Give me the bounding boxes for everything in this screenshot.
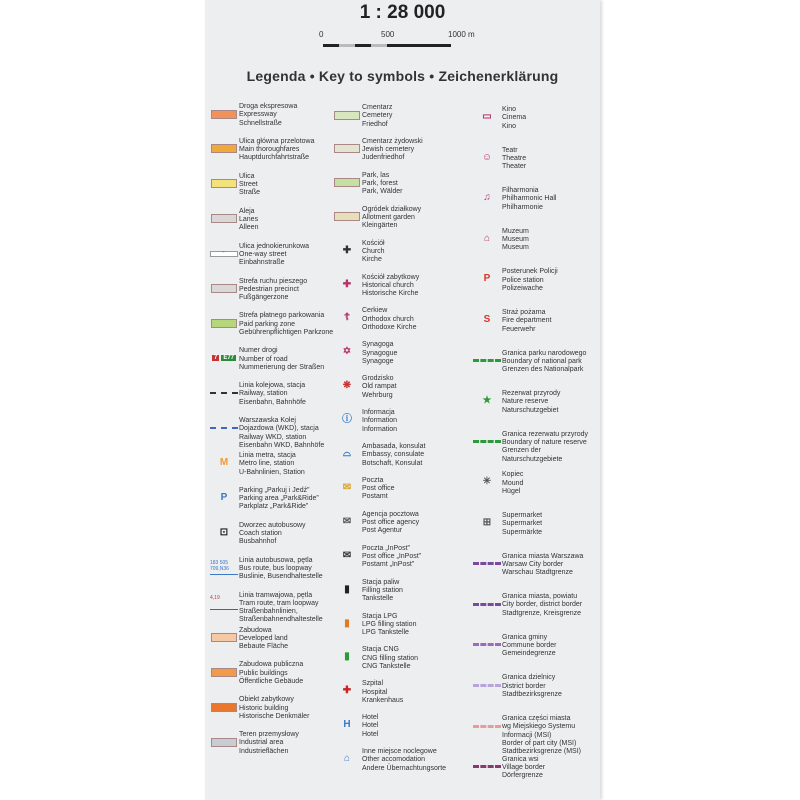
legend-item-line: Developed land <box>239 634 288 642</box>
legend-item-line: Friedhof <box>362 120 388 128</box>
district-border-symbol <box>472 674 502 696</box>
mound-icon: ✳ <box>482 476 492 488</box>
legend-item-line: Boundary of national park <box>502 357 582 365</box>
legend-item-line: Warschau Stadtgrenze <box>502 569 573 577</box>
legend-item-text <box>362 409 397 434</box>
legend-item-line: LPG filling station <box>362 620 417 628</box>
legend-item-line: Straßenbahnlinien, <box>239 608 298 616</box>
coach-station-icon: ⊡ <box>219 526 229 538</box>
legend-item-line: Busbahnhof <box>239 538 277 546</box>
legend-item-line: Buslinie, Busendhaltestelle <box>239 573 323 581</box>
legend-item-text <box>362 579 403 604</box>
scale-tick-1000: 1000 m <box>448 30 475 39</box>
legend-item-line: Straßenbahnendhaltestelle <box>239 616 323 624</box>
legend-item-text <box>502 431 588 464</box>
legend-item-text <box>362 613 416 638</box>
legend-item-text <box>362 138 423 163</box>
legend-item-line: Einbahnstraße <box>239 259 285 267</box>
legend-item-line: Hospital <box>362 688 388 696</box>
legend-item-line: Kirche <box>362 256 382 264</box>
legend-item-line: Historic building <box>239 704 289 712</box>
legend-item-line: Kleingärten <box>362 222 398 230</box>
information-icon: ⓘ <box>342 414 352 426</box>
legend-item-line: Orthodoxe Kirche <box>362 323 417 331</box>
legend-item-line: Dworzec autobusowy <box>239 521 306 529</box>
scale-tick-0: 0 <box>319 30 324 39</box>
legend-item-line: Boundary of nature reserve <box>502 439 587 447</box>
legend-item-line: Hauptdurchfahrtstraße <box>239 154 310 162</box>
legend-item-line: Theater <box>502 163 527 171</box>
legend-item-line: Granica gminy <box>502 633 548 641</box>
legend-item-line: Teren przemysłowy <box>239 731 299 739</box>
legend-item-line: Linia metra, stacja <box>239 452 296 459</box>
post-office-icon: ✉ <box>342 481 352 493</box>
legend-item-text <box>502 350 586 375</box>
legend-item-line: Informacja <box>362 409 395 417</box>
legend-item-line: Museum <box>502 244 529 252</box>
legend-item-line: Nature reserve <box>502 398 549 406</box>
legend-item-line: Aleja <box>239 207 255 215</box>
street-symbol <box>209 173 239 195</box>
nature-reserve-icon: ★ <box>482 395 492 407</box>
legend-item-text <box>362 104 392 129</box>
cemetery-symbol <box>332 104 362 126</box>
legend-item-line: Warsaw City border <box>502 560 564 568</box>
legend-item-line: Linia autobusowa, pętla <box>239 556 313 564</box>
hotel-icon: H <box>343 719 351 731</box>
public-buildings-symbol <box>209 661 239 683</box>
legend-item-text <box>362 511 419 536</box>
legend-item-line: Cemetery <box>362 112 393 120</box>
legend-item-text <box>239 487 319 512</box>
legend-item-line: Cmentarz <box>362 104 393 111</box>
legend-item-line: Museum <box>502 236 529 244</box>
legend-item-text <box>239 347 324 372</box>
legend-item-line: Feuerwehr <box>502 325 536 333</box>
legend-item-line: Parkplatz „Park&Ride” <box>239 503 309 511</box>
legend-item-line: Nummerierung der Straßen <box>239 363 325 371</box>
commune-border-symbol <box>472 634 502 656</box>
church-icon: ✚ <box>342 244 352 256</box>
metro-icon: M <box>219 457 229 468</box>
legend-item-line: Naturschutzgebiet <box>502 406 559 414</box>
legend-item-line: Theatre <box>502 154 527 162</box>
philharmonic-icon: ♫ <box>483 192 491 204</box>
legend-item-line: Old rampat <box>362 383 397 391</box>
legend-item-text <box>239 417 324 450</box>
legend-item-line: Public buildings <box>239 669 288 677</box>
legend-item-line: Muzeum <box>502 227 529 235</box>
legend-item-line: Post office <box>362 485 395 493</box>
legend-item-line: Stacja paliw <box>362 578 400 586</box>
legend-item-line: Eisenbahn WKD, Bahnhöfe <box>239 441 325 449</box>
legend-item-text <box>362 545 421 570</box>
legend-item-text <box>239 208 258 233</box>
legend-item-text <box>239 696 309 721</box>
legend-item-line: Zabudowa publiczna <box>239 661 304 669</box>
legend-item-text <box>502 512 542 537</box>
city-border-warsaw-symbol <box>472 553 502 575</box>
legend-item-line: Cerkiew <box>362 307 388 315</box>
national-park-border-symbol <box>472 350 502 372</box>
legend-item-line: Zabudowa <box>239 626 272 634</box>
legend-item-line: District border <box>502 682 546 690</box>
railway-symbol <box>209 382 239 404</box>
legend-item-text <box>362 477 395 502</box>
legend-item-line: wg Miejskiego Systemu <box>502 723 576 731</box>
legend-item-line: Filling station <box>362 586 403 594</box>
legend-item-line: Dörfergrenze <box>502 772 543 780</box>
legend-item-line: Strefa ruchu pieszego <box>239 277 308 285</box>
legend-item-line: Supermarket <box>502 512 543 519</box>
theatre-icon: ☺ <box>481 151 493 163</box>
village-border-symbol <box>472 756 502 778</box>
legend-item-line: Industrieflächen <box>239 747 289 755</box>
legend-item-text <box>362 274 419 299</box>
legend-item-text <box>239 627 288 652</box>
legend-item-line: One-way street <box>239 250 287 258</box>
legend-item-line: Church <box>362 247 385 255</box>
legend-item-line: Number of road <box>239 355 288 363</box>
legend-item-text <box>502 147 526 172</box>
legend-item-line: Park, las <box>362 171 390 179</box>
legend-item-line: Poczta <box>362 476 384 484</box>
legend-item-text <box>362 307 416 332</box>
legend-item-line: Hügel <box>502 487 521 495</box>
legend-item-text <box>502 471 523 496</box>
legend-item-text <box>502 593 582 618</box>
legend-item-line: Parking „Parkuj i Jedź” <box>239 486 310 494</box>
cinema-icon: ▭ <box>482 111 492 122</box>
legend-item-line: City border, district border <box>502 601 583 609</box>
legend-item-line: Kino <box>502 106 517 113</box>
legend-item-text <box>362 443 425 468</box>
legend-item-line: Kościół zabytkowy <box>362 273 420 281</box>
legend-item-line: Kościół <box>362 239 385 247</box>
historic-building-symbol <box>209 696 239 718</box>
legend-item-line: Philharmonie <box>502 203 543 211</box>
city-border-symbol <box>472 593 502 615</box>
legend-item-line: Parking area „Park&Ride” <box>239 495 319 503</box>
reserve-border-symbol <box>472 431 502 453</box>
legend-item-text <box>362 206 421 231</box>
legend-item-text <box>502 309 551 334</box>
legend-item-line: Agencja pocztowa <box>362 510 419 518</box>
legend-item-line: Judenfriedhof <box>362 154 405 162</box>
legend-item-line: Inne miejsce noclegowe <box>362 748 437 756</box>
legend-item-text <box>362 714 378 739</box>
legend-item-line: Poczta „InPost” <box>362 544 410 552</box>
legend-item-line: Linia tramwajowa, pętla <box>239 591 313 599</box>
legend-item-line: Öffentliche Gebäude <box>239 677 304 685</box>
legend-item-line: Straż pożarna <box>502 309 546 316</box>
legend-item-line: Post office agency <box>362 519 420 527</box>
legend-item-line: Alleen <box>239 224 259 232</box>
legend-item-text <box>502 390 560 415</box>
legend-item-line: Paid parking zone <box>239 320 296 328</box>
legend-item-line: Grenzen der <box>502 447 541 455</box>
legend-item-text <box>239 731 299 756</box>
legend-item-line: Hotel <box>362 730 379 738</box>
legend-item-text <box>239 452 305 477</box>
legend-item-text <box>502 634 556 659</box>
legend-item-line: Stadtgrenze, Kreisgrenze <box>502 609 581 617</box>
legend-item-text <box>239 661 303 686</box>
legend-item-line: Bus route, bus loopway <box>239 564 312 572</box>
legend-item-line: Border of part city (MSI) <box>502 739 577 747</box>
legend-item-line: Gemeindegrenze <box>502 650 556 658</box>
synagogue-icon: ✡ <box>342 346 352 358</box>
legend-item-line: Supermärkte <box>502 528 543 536</box>
legend-item-line: Historical church <box>362 281 414 289</box>
scale-tick-500: 500 <box>381 30 395 39</box>
legend-item-line: Granica parku narodowego <box>502 349 587 357</box>
one-way-arrow-icon: → <box>209 243 239 265</box>
legend-item-line: Metro line, station <box>239 460 295 468</box>
legend-item-line: Coach station <box>239 530 282 538</box>
legend-item-text <box>502 228 529 253</box>
legend-item-line: Ulica jednokierunkowa <box>239 242 310 250</box>
legend-item-line: Strefa płatnego parkowania <box>239 312 325 320</box>
legend-item-text <box>502 106 526 131</box>
wkd-railway-symbol <box>209 417 239 439</box>
legend-item-text <box>239 138 314 163</box>
legend-item-line: Eisenbahn, Bahnhöfe <box>239 398 306 406</box>
legend-item-line: Park, Wälder <box>362 188 403 196</box>
legend-item-text <box>239 557 323 582</box>
legend-item-text <box>502 674 562 699</box>
legend-item-text <box>502 756 545 781</box>
legend-item-line: Andere Übernachtungsorte <box>362 764 447 772</box>
legend-item-line: Stacja LPG <box>362 612 398 620</box>
legend-item-line: Naturschutzgebiete <box>502 455 563 463</box>
legend-item-text <box>362 240 385 265</box>
legend-item-line: Warszawska Kolej <box>239 417 296 425</box>
police-icon: P <box>483 273 491 285</box>
inpost-icon: ✉ <box>342 549 352 561</box>
developed-land-symbol <box>209 627 239 649</box>
legend-item-line: Street <box>239 181 258 189</box>
legend-item-text <box>502 268 558 293</box>
legend-item-line: Straße <box>239 189 261 197</box>
legend-item-line: Ambasada, konsulat <box>362 443 426 450</box>
legend-item-line: Post office „InPost” <box>362 552 422 560</box>
legend-item-line: Supermarket <box>502 520 543 528</box>
cng-station-icon: ▮ <box>344 651 350 663</box>
legend-item-line: Embassy, consulate <box>362 451 425 459</box>
legend-item-line: Historische Denkmäler <box>239 712 310 720</box>
accommodation-icon: ⌂ <box>343 753 351 765</box>
legend-item-line: Orthodox church <box>362 315 414 323</box>
legend-item-line: Posterunek Policji <box>502 268 558 276</box>
legend-item-line: Stadtbezirksgrenze (MSI) <box>502 748 581 756</box>
legend-item-line: Rezerwat przyrody <box>502 390 561 398</box>
legend-item-line: Postamt „InPost” <box>362 561 415 569</box>
legend-item-line: Schnellstraße <box>239 119 282 127</box>
legend-item-line: Granica wsi <box>502 755 539 763</box>
legend-item-line: Railway WKD, station <box>239 433 307 441</box>
legend-item-text <box>239 103 297 128</box>
orthodox-church-icon: ☦ <box>343 312 351 324</box>
legend-item-line: Industrial area <box>239 739 284 747</box>
jewish-cemetery-symbol <box>332 138 362 160</box>
legend-item-line: Tram route, tram loopway <box>239 599 319 607</box>
legend-item-line: Numer drogi <box>239 347 278 355</box>
legend-item-line: Granica miasta Warszawa <box>502 552 584 560</box>
road-number-badge: 7 E77 <box>213 355 235 362</box>
legend-item-line: Ulica główna przelotowa <box>239 137 315 145</box>
legend-item-line: Allotment garden <box>362 213 415 221</box>
legend-item-line: Granica rezerwatu przyrody <box>502 430 588 438</box>
lane-symbol <box>209 208 239 230</box>
legend-item-text <box>362 680 403 705</box>
legend-item-text <box>362 172 402 197</box>
tram-route-symbol: 4,19 <box>209 592 239 614</box>
legend-item-line: Ulica <box>239 172 255 180</box>
legend-item-line: Stadtbezirksgrenze <box>502 690 562 698</box>
legend-item-line: Bebaute Fläche <box>239 643 289 651</box>
museum-icon: ⌂ <box>483 232 491 244</box>
legend-item-line: Information <box>362 417 398 425</box>
legend-item-line: Cmentarz żydowski <box>362 137 423 145</box>
legend-item-line: Park, forest <box>362 180 398 188</box>
legend-item-line: Railway, station <box>239 390 288 398</box>
legend-item-line: Pedestrian precinct <box>239 285 299 293</box>
legend-item-line: Hotel <box>362 714 379 722</box>
legend-item-line: Granica miasta, powiatu <box>502 593 578 601</box>
map-legend-sheet <box>205 0 600 800</box>
legend-item-line: Dojazdowa (WKD), stacja <box>239 425 319 433</box>
legend-item-line: Expressway <box>239 111 277 119</box>
legend-item-line: Ogródek działkowy <box>362 205 422 213</box>
legend-item-line: Teatr <box>502 146 518 154</box>
legend-item-text <box>239 312 333 337</box>
legend-item-line: Grenzen des Nationalpark <box>502 366 584 374</box>
legend-item-line: Szpital <box>362 680 384 688</box>
legend-item-text <box>502 553 583 578</box>
legend-item-line: Fire department <box>502 317 552 325</box>
park-and-ride-icon: P <box>220 491 228 503</box>
expressway-symbol <box>209 103 239 125</box>
lpg-station-icon: ▮ <box>344 617 350 629</box>
main-road-symbol <box>209 138 239 160</box>
legend-item-text <box>239 278 307 303</box>
legend-item-line: Police station <box>502 276 544 284</box>
legend-item-line: Filharmonia <box>502 187 539 195</box>
legend-item-text <box>239 173 260 198</box>
post-agency-icon: ✉ <box>342 515 352 527</box>
legend-item-line: Information <box>362 425 398 433</box>
legend-item-line: Granica części miasta <box>502 715 571 722</box>
industrial-area-symbol <box>209 731 239 753</box>
legend-item-line: CNG filling station <box>362 654 419 662</box>
allotment-symbol <box>332 206 362 228</box>
scale-title: 1 : 28 000 <box>359 2 446 23</box>
legend-item-text <box>239 382 306 407</box>
legend-item-line: Kopiec <box>502 471 524 479</box>
pedestrian-zone-symbol <box>209 278 239 300</box>
legend-item-line: Tankstelle <box>362 595 394 603</box>
legend-item-line: Informacji (MSI) <box>502 731 552 739</box>
legend-item-line: Droga ekspresowa <box>239 103 298 110</box>
legend-item-line: Wehrburg <box>362 391 393 399</box>
historical-church-icon: ✚ <box>342 278 352 290</box>
legend-item-text <box>362 341 397 366</box>
legend-item-line: Jewish cemetery <box>362 146 415 154</box>
legend-item-line: Postamt <box>362 493 388 501</box>
legend-item-line: U-Bahnlinien, Station <box>239 468 305 476</box>
msi-border-symbol <box>472 715 502 737</box>
legend-item-line: Cinema <box>502 114 527 122</box>
legend-item-line: Commune border <box>502 642 557 650</box>
legend-item-text <box>362 748 446 773</box>
legend-item-line: Botschaft, Konsulat <box>362 459 423 467</box>
legend-item-line: LPG Tankstelle <box>362 629 409 637</box>
legend-item-line: Grodzisko <box>362 375 394 383</box>
legend-item-line: Other accomodation <box>362 756 426 764</box>
legend-item-line: Stacja CNG <box>362 646 399 654</box>
filling-station-icon: ▮ <box>344 583 350 595</box>
legend-item-line: CNG Tankstelle <box>362 662 411 670</box>
legend-item-text <box>362 375 397 400</box>
legend-title: Legenda • Key to symbols • Zeichenerklärung <box>246 68 559 84</box>
legend-item-text <box>239 592 323 625</box>
rampart-icon: ❋ <box>342 380 352 392</box>
legend-item-line: Historische Kirche <box>362 290 419 298</box>
legend-item-line: Main thoroughfares <box>239 146 300 154</box>
legend-item-line: Kino <box>502 122 517 130</box>
park-symbol <box>332 172 362 194</box>
legend-item-text <box>502 187 556 212</box>
legend-item-line: Fußgängerzone <box>239 294 289 302</box>
legend-item-line: Mound <box>502 479 524 487</box>
legend-item-line: Philharmonic Hall <box>502 195 557 203</box>
supermarket-icon: ⊞ <box>482 517 492 528</box>
embassy-icon: ⌓ <box>343 448 351 459</box>
paid-parking-symbol <box>209 312 239 334</box>
legend-item-line: Hotel <box>362 722 379 730</box>
legend-item-line: Granica dzielnicy <box>502 674 556 682</box>
scale-bar <box>323 44 451 47</box>
legend-item-line: Obiekt zabytkowy <box>239 696 294 704</box>
legend-item-line: Post Agentur <box>362 527 403 535</box>
legend-item-line: Synagogue <box>362 349 398 357</box>
hospital-icon: ✚ <box>342 685 352 697</box>
legend-item-line: Synagoge <box>362 357 394 365</box>
legend-item-text <box>362 646 418 671</box>
bus-route-symbol: 183 505 709,N36 <box>209 557 239 579</box>
legend-item-line: Synagoga <box>362 341 394 349</box>
legend-item-text <box>239 522 306 547</box>
legend-item-text <box>502 715 581 756</box>
legend-item-line: Lanes <box>239 215 259 223</box>
legend-item-line: Linia kolejowa, stacja <box>239 382 306 390</box>
legend-item-line: Polizeiwache <box>502 284 543 292</box>
legend-item-line: Krankenhaus <box>362 696 404 704</box>
fire-department-icon: S <box>483 314 491 325</box>
legend-item-line: Gebührenpflichtigen Parkzone <box>239 328 334 336</box>
legend-item-text <box>239 243 309 268</box>
legend-item-line: Village border <box>502 763 546 771</box>
